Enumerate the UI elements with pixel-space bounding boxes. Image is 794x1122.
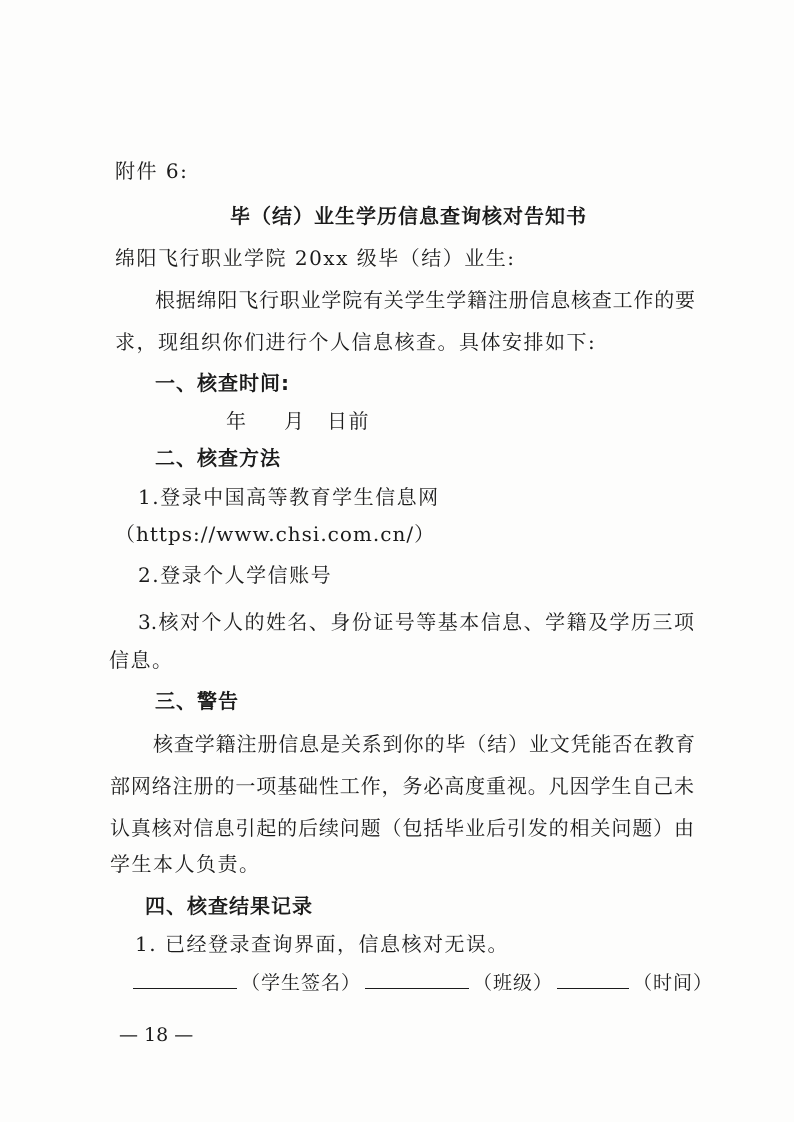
section-time-heading: 一、核查时间: [155,371,290,395]
time-month-label: 月 [284,409,306,433]
page-number: — 18 — [119,1024,194,1046]
intro-line-2: 求，现组织你们进行个人信息核查。具体安排如下: [115,330,597,354]
warning-line-2: 部网络注册的一项基础性工作，务必高度重视。凡因学生自己未 [110,774,694,798]
class-blank[interactable] [365,968,469,989]
document-title: 毕（结）业生学历信息查询核对告知书 [230,204,587,228]
section-warning-heading: 三、警告 [155,689,239,713]
method-step-3-line-2: 信息。 [109,648,174,672]
time-label: （时间） [633,972,714,994]
method-step-3-line-1: 3.核对个人的姓名、身份证号等基本信息、学籍及学历三项 [138,610,694,634]
attachment-label: 附件 6: [115,159,189,183]
warning-line-1: 核查学籍注册信息是关系到你的毕（结）业文凭能否在教育 [153,732,695,756]
signature-line [133,968,717,996]
warning-line-4: 学生本人负责。 [110,852,261,876]
method-url: （https://www.chsi.com.cn/） [115,522,436,546]
intro-line-1: 根据绵阳飞行职业学院有关学生学籍注册信息核查工作的要 [155,288,695,312]
time-blank[interactable] [557,968,629,989]
method-step-2: 2.登录个人学信账号 [138,563,333,587]
record-item-1: 1. 已经登录查询界面，信息核对无误。 [135,932,509,956]
student-signature-label: （学生签名） [241,972,362,994]
section-method-heading: 二、核查方法 [155,446,281,470]
section-record-heading: 四、核查结果记录 [145,894,313,918]
warning-line-3: 认真核对信息引起的后续问题（包括毕业后引发的相关问题）由 [110,816,694,840]
salutation: 绵阳飞行职业学院 20xx 级毕（结）业生: [115,246,516,270]
signature-blank[interactable] [133,968,237,989]
class-label: （班级） [473,972,554,994]
method-step-1: 1.登录中国高等教育学生信息网 [138,485,440,509]
time-day-label: 日前 [327,409,370,433]
time-year-label: 年 [226,409,248,433]
